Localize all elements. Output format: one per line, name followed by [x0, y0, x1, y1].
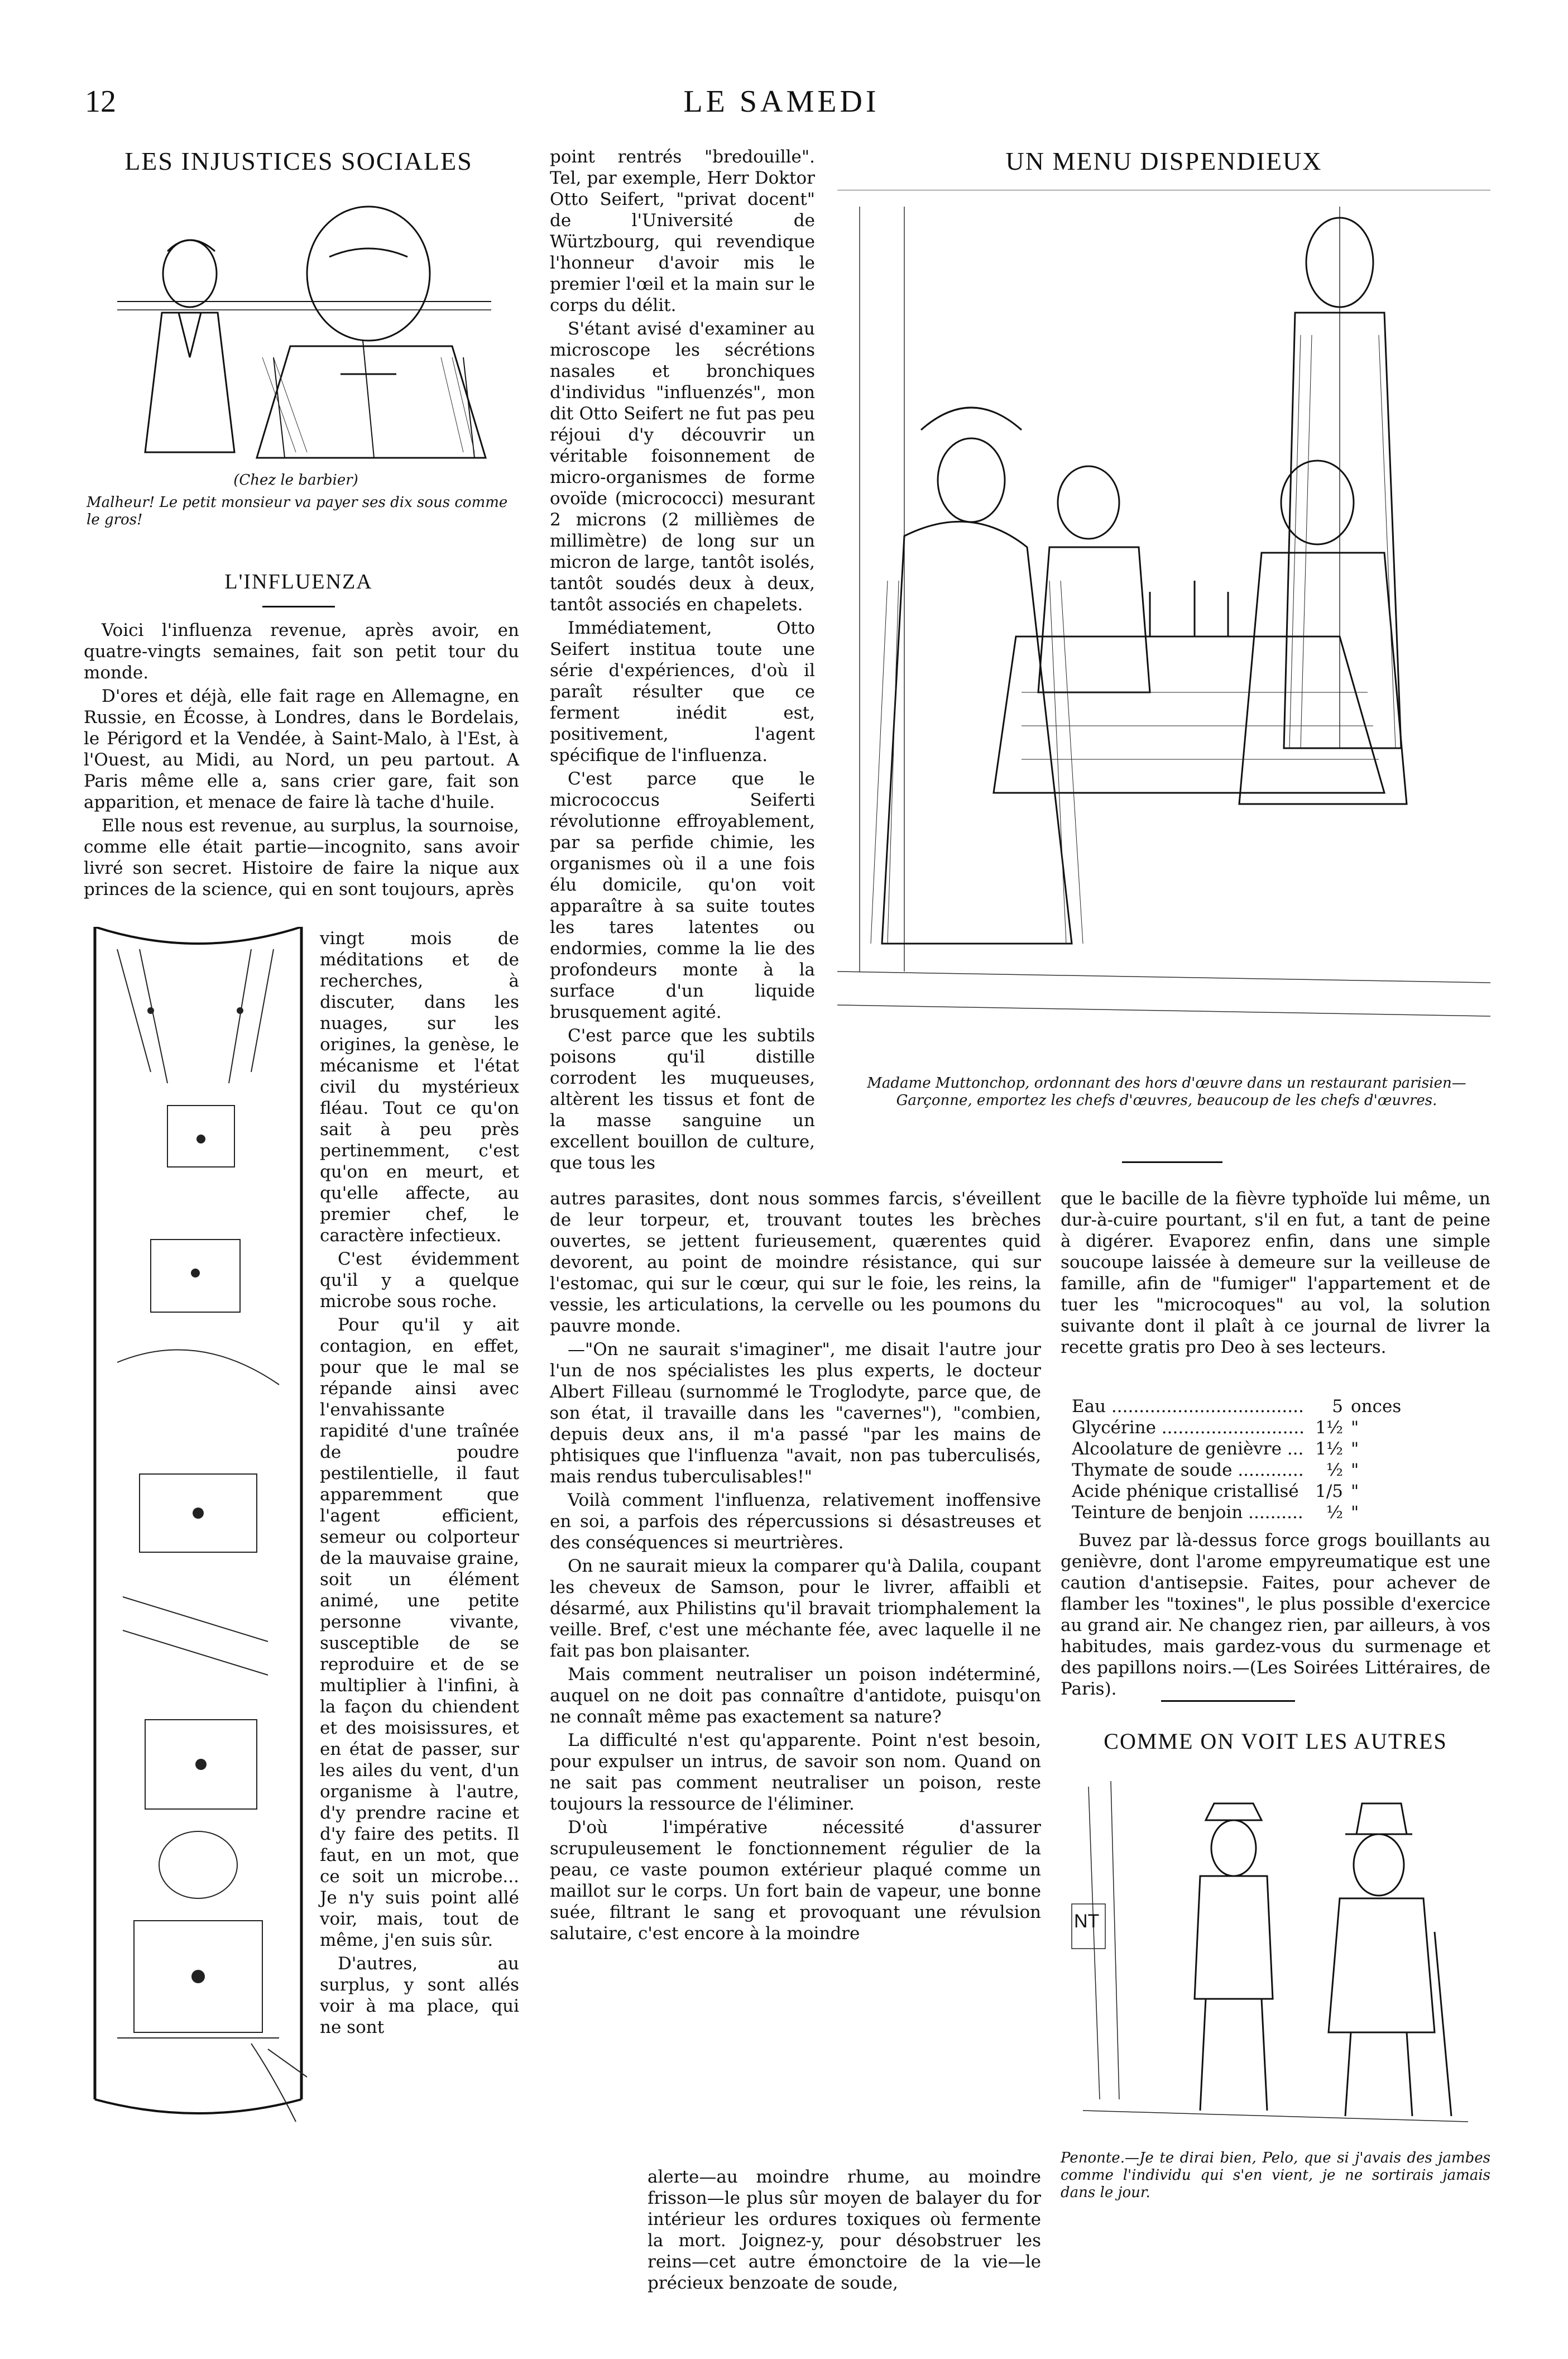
comme-title: COMME ON VOIT LES AUTRES [1104, 1729, 1447, 1754]
section-rule [1161, 1700, 1295, 1702]
injustices-illustration [106, 190, 497, 463]
influenza-after-recipe [1061, 1530, 1490, 1702]
recipe-row [1072, 1396, 1418, 1417]
recipe-row [1072, 1417, 1418, 1438]
recipe-unit: " [1351, 1481, 1359, 1501]
paragraph: point rentrés "bredouille". Tel, par exemple, Herr Doktor Otto Seifert, "privat docent" de l'Université de Würtzbourg, qui revendique l'honneur d'avoir mis le premier l'œil et la main sur le corps du délit. [550, 147, 815, 315]
newspaper-title: LE SAMEDI [683, 84, 880, 119]
shop-sign: NT [1074, 1911, 1100, 1932]
influenza-col2 [550, 146, 815, 1176]
comme-illustration [1066, 1764, 1485, 2138]
title-rule [262, 606, 335, 607]
paragraph: D'autres, au surplus, y sont allés voir à ma place, qui ne sont [320, 1954, 519, 2037]
recipe-unit: onces [1351, 1396, 1402, 1417]
paragraph: La difficulté n'est qu'apparente. Point n'est besoin, pour expulser un intrus, de savoir son nom. Quand on ne sait pas comment neutraliser un poison, reste toujours la ressource de l'éliminer. [550, 1730, 1041, 1814]
menu-title: UN MENU DISPENDIEUX [1005, 147, 1322, 175]
recipe-ingredient: Eau ..... [1072, 1396, 1304, 1417]
recipe-ingredient: Teinture de benjoin ..... [1072, 1502, 1304, 1523]
influenza-frame-illustration [84, 927, 313, 2133]
recipe-quantity: 1½ [1315, 1439, 1343, 1459]
influenza-col1 [84, 620, 519, 902]
paragraph: C'est évidemment qu'il y a quelque microbe sous roche. [320, 1249, 519, 1312]
influenza-title: L'INFLUENZA [224, 570, 373, 594]
recipe-unit: " [1351, 1460, 1359, 1480]
influenza-beside-frame [320, 928, 519, 2040]
injustices-credit: (Chez le barbier) [233, 472, 358, 489]
paragraph: Pour qu'il y ait contagion, en effet, pour que le mal se répande ainsi avec l'envahissante rapidité d'une traînée de poudre pestilentielle, il faut apparemment que l'agent efficient, semeur ou colporteur de la mauvaise graine, soit un élément animé, une petite personne vivante, susceptible de se reproduire et de se multiplier à l'infini, à la façon du chiendent et des moisissures, et en état de passer, sur les ailes du vent, d'un organisme à l'autre, d'y prendre racine et d'y faire des petits. Il faut, en un mot, que ce soit un microbe... Je n'y suis point allé voir, mais, tout de même, j'en suis sûr. [320, 1315, 519, 1950]
menu-caption: Madame Muttonchop, ordonnant des hors d'œuvre dans un restaurant parisien—Garçonne, emportez les chefs d'œuvres, beaucoup de les chefs d'œuvres. [867, 1075, 1466, 1109]
paragraph: Mais comment neutraliser un poison indéterminé, auquel on ne doit pas connaître d'antidote, puisqu'on ne connaît même pas exactement sa nature? [550, 1664, 1041, 1727]
paragraph: Voilà comment l'influenza, relativement inoffensive en soi, a parfois des répercussions si désastreuses et des conséquences si meurtrières. [550, 1490, 1041, 1553]
paragraph: alerte—au moindre rhume, au moindre frisson—le plus sûr moyen de balayer du for intérieur les ordures toxiques où fermente la mort. Joignez-y, pour désobstruer les reins—cet autre émonctoire de la vie—le précieux benzoate de soude, [648, 2167, 1041, 2293]
comme-caption: Penonte.—Je te dirai bien, Pelo, que si j'avais des jambes comme l'individu qui s'en vient, je ne sortirais jamais dans le jour. [1061, 2150, 1490, 2201]
paragraph: C'est parce que le micrococcus Seiferti révolutionne effroyablement, par sa perfide chimie, les organismes où il a une fois élu domicile, qu'on voit apparaître à sa suite toutes les tares latentes ou endormies, comme la lie des profondeurs monte à la surface d'un liquide brusquement agité. [550, 769, 815, 1022]
recipe-quantity: ½ [1326, 1460, 1343, 1480]
paragraph: D'où l'impérative nécessité d'assurer scrupuleusement le fonctionnement régulier de la peau, ce vaste poumon extérieur plaqué comme un maillot sur le corps. Un fort bain de vapeur, une bonne suée, filtrant le sang et provoquant une révulsion salutaire, c'est encore à la moindre [550, 1817, 1041, 1944]
menu-illustration [837, 190, 1490, 1050]
paragraph: que le bacille de la fièvre typhoïde lui même, un dur-à-cuire pourtant, s'il en fut, a tant de peine à digérer. Evaporez enfin, dans une simple soucoupe laissée à demeure sur la veilleuse de famille, afin de "fumiger" l'appartement et de tuer les "microcoques" au vol, la solution suivante dont il plaît à ce journal de livrer la recette gratis pro Deo à ses lecteurs. [1061, 1189, 1490, 1357]
injustices-title: LES INJUSTICES SOCIALES [124, 147, 473, 175]
recipe-row [1072, 1481, 1418, 1502]
recipe [1072, 1396, 1418, 1523]
paragraph: autres parasites, dont nous sommes farcis, s'éveillent de leur torpeur, et, trouvant toutes les brèches ouvertes, se jettent furieusement, quærentes quid devorent, au point de moindre résistance, qui sur l'estomac, qui sur le cœur, qui sur le foie, les reins, la vessie, les articulations, la cervelle ou les poumons du pauvre monde. [550, 1189, 1041, 1336]
recipe-ingredient: Alcoolature de genièvre ..... [1072, 1438, 1304, 1460]
paragraph: On ne saurait mieux la comparer qu'à Dalila, coupant les cheveux de Samson, pour le livrer, affaibli et désarmé, aux Philistins qu'il bravait triomphalement la veille. Bref, c'est une méchante fée, avec laquelle il ne fait pas bon plaisanter. [550, 1556, 1041, 1661]
paragraph: C'est parce que les subtils poisons qu'il distille corrodent les muqueuses, altèrent les tissus et font de la masse sanguine un excellent bouillon de culture, que tous les [550, 1026, 815, 1173]
recipe-unit: " [1351, 1439, 1359, 1459]
recipe-unit: " [1351, 1418, 1359, 1438]
injustices-caption: Malheur! Le petit monsieur va payer ses dix sous comme le gros! [87, 494, 508, 528]
paragraph: Elle nous est revenue, au surplus, la sournoise, comme elle était partie—incognito, sans avoir livré son secret. Histoire de faire la nique aux princes de la science, qui en sont toujours, après [84, 816, 519, 899]
page-number: 12 [85, 84, 116, 119]
recipe-quantity: 5 [1332, 1396, 1343, 1417]
paragraph: D'ores et déjà, elle fait rage en Allemagne, en Russie, en Écosse, à Londres, dans le Bordelais, le Périgord et la Vendée, à Saint-Malo, à l'Est, à l'Ouest, au Midi, au Nord, un peu partout. A Paris même elle a, sans crier gare, fait son apparition, et menace de faire là tache d'huile. [84, 686, 519, 812]
recipe-row [1072, 1460, 1418, 1481]
recipe-unit: " [1351, 1503, 1359, 1523]
recipe-quantity: ½ [1326, 1503, 1343, 1523]
paragraph: Buvez par là-dessus force grogs bouillants au genièvre, dont l'arome empyreumatique est une caution d'antisepsie. Faites, pour achever de flamber les "toxines", le plus possible d'exercice au grand air. Ne changez rien, par ailleurs, à vos habitudes, mais gardez-vous du surmenage et des papillons noirs.—(Les Soirées Littéraires, de Paris). [1061, 1530, 1490, 1699]
recipe-ingredient: Thymate de soude ..... [1072, 1460, 1304, 1481]
section-rule [1122, 1161, 1222, 1163]
paragraph: Immédiatement, Otto Seifert institua toute une série d'expériences, d'où il paraît résulter que ce ferment inédit est, positivement, l'agent spécifique de l'influenza. [550, 618, 815, 765]
influenza-mid [550, 1188, 1041, 1946]
paragraph: S'étant avisé d'examiner au microscope les sécrétions nasales et bronchiques d'individus "influenzés", mon dit Otto Seifert ne fut pas peu réjoui d'y découvrir un véritable foisonnement de micro-organismes de forme ovoïde (micrococci) mesurant 2 microns (2 millièmes de millimètre) de long sur un micron de large, tantôt isolés, tantôt soudés deux à deux, tantôt associés en chapelets. [550, 319, 815, 615]
recipe-quantity: 1/5 [1315, 1481, 1343, 1501]
paragraph: Voici l'influenza revenue, après avoir, en quatre-vingts semaines, fait son petit tour du monde. [84, 620, 519, 683]
recipe-row [1072, 1502, 1418, 1523]
recipe-ingredient: Acide phénique cristallisé ..... [1072, 1481, 1304, 1502]
influenza-col3 [1061, 1188, 1490, 1360]
paragraph: vingt mois de méditations et de recherches, à discuter, dans les nuages, sur les origines, la genèse, le mécanisme et l'état civil du mystérieux fléau. Tout ce qu'on sait à peu près pertinemment, c'est qu'on en meurt, et qu'elle affecte, au premier chef, le caractère infectieux. [320, 929, 519, 1246]
recipe-quantity: 1½ [1315, 1418, 1343, 1438]
influenza-bottom [648, 2166, 1041, 2296]
recipe-ingredient: Glycérine ..... [1072, 1417, 1304, 1438]
recipe-row [1072, 1438, 1418, 1460]
paragraph: —"On ne saurait s'imaginer", me disait l'autre jour l'un de nos spécialistes les plus experts, le docteur Albert Filleau (surnommé le Troglodyte, parce que, de son état, il travaille dans les "cavernes"), "combien, depuis deux ans, il m'a passé "par les mains de phtisiques que l'influenza "avait, non pas tuberculisés, mais rendus tuberculisables!" [550, 1339, 1041, 1487]
